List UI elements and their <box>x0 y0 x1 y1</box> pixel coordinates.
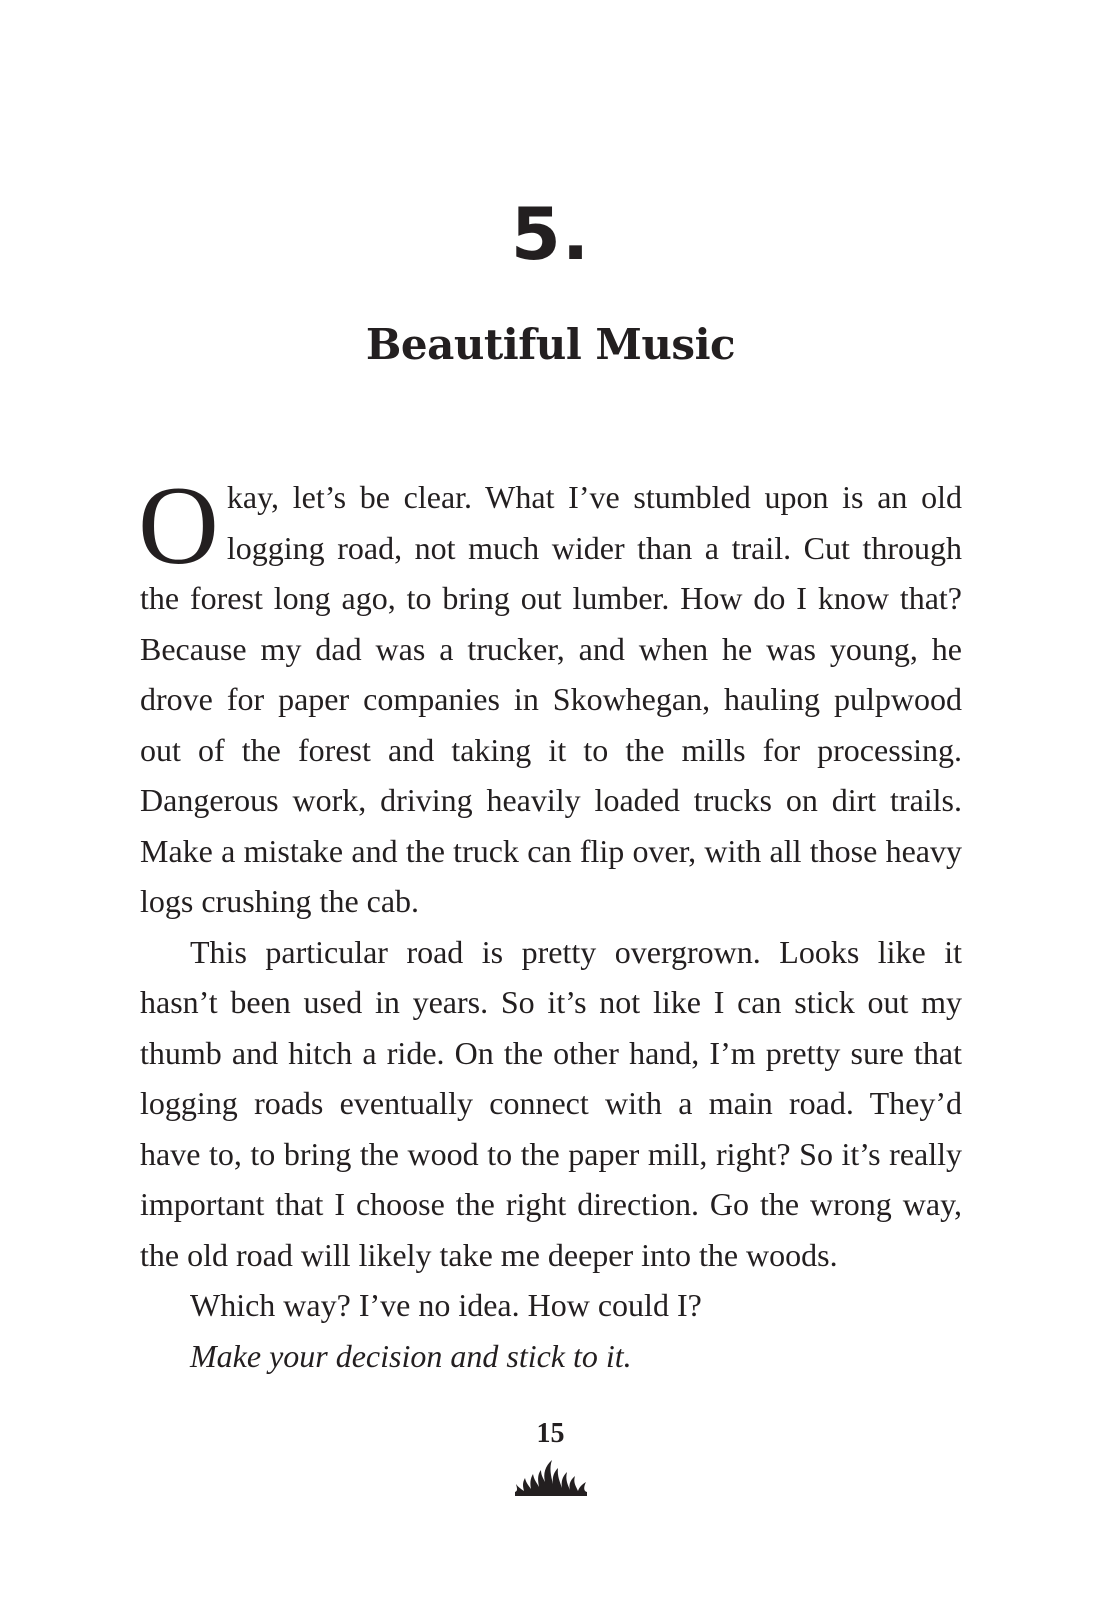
paragraph-1 <box>138 464 962 927</box>
paragraph-2: This particular road is pretty overgrown. Looks like it hasn’t been used in years. So it’s not like I can stick out my thumb and hitch a ride. On the other hand, I’m pretty sure that logging roads eventually connect with a main road. They’d have to, to bring the wood to the paper mill, right? So it’s really important that I choose the right direction. Go the wrong way, the old road will likely take me deeper into the woods. <box>140 933 962 1273</box>
flame-ornament-icon <box>513 1458 589 1498</box>
chapter-body <box>138 464 962 1381</box>
page-number: 15 <box>536 1418 565 1449</box>
paragraph-1-text: kay, let’s be clear. What I’ve stumbled upon is an old logging road, not much wider than a trail. Cut through the forest long ago, to bring out lumber. How do I know that? Because my dad was a trucker, and when he was young, he drove for paper companies in Skowhegan, hauling pulpwood out of the forest and taking it to the mills for processing. Dangerous work, driving heavily loaded trucks on dirt trails. Make a mistake and the truck can flip over, with all those heavy logs crushing the cab. <box>140 479 962 919</box>
paragraph-3: Which way? I’ve no idea. How could I? <box>190 1287 702 1323</box>
chapter-title: Beautiful Music <box>365 320 736 369</box>
drop-cap: O <box>138 464 219 588</box>
chapter-number: 5. <box>510 192 591 276</box>
paragraph-4-italic: Make your decision and stick to it. <box>190 1337 632 1374</box>
